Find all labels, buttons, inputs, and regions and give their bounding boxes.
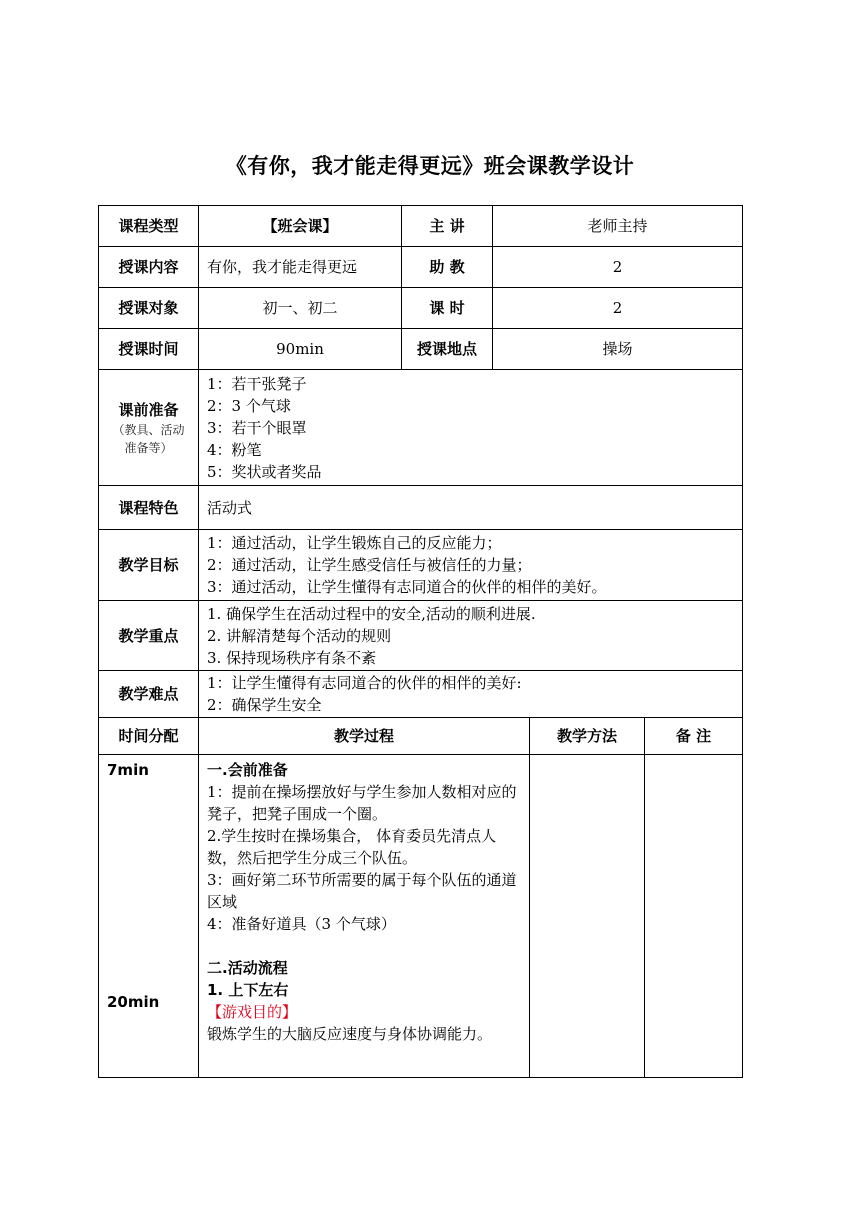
subsection-heading: 1. 上下左右 [207,981,289,999]
header-note: 备 注 [645,718,743,755]
paragraph: 2.学生按时在操场集合， 体育委员先清点人数，然后把学生分成三个队伍。 [207,827,497,867]
table-row [99,247,743,288]
list-item: 3. 保持现场秩序有条不紊 [207,648,377,667]
assistant-label: 助 教 [402,247,493,288]
content-value: 有你，我才能走得更远 [199,247,402,288]
table-row [99,329,743,370]
time-label: 授课时间 [99,329,199,370]
table-row [99,206,743,247]
list-item: 3：通过活动，让学生懂得有志同道合的伙伴的相伴的美好。 [207,578,607,596]
audience-label: 授课对象 [99,288,199,329]
lecturer-label: 主 讲 [402,206,493,247]
list-item: 3：若干个眼罩 [207,418,307,437]
list-item: 2：3 个气球 [207,396,291,415]
prep-sublabel-1: （教具、活动 [112,422,185,437]
paragraph: 1：提前在操场摆放好与学生参加人数相对应的凳子，把凳子围成一个圈。 [207,783,517,823]
section-heading: 一.会前准备 [207,761,288,779]
paragraph: 锻炼学生的大脑反应速度与身体协调能力。 [207,1025,493,1043]
feature-value: 活动式 [199,486,743,530]
prep-label: 课前准备 [118,400,179,419]
list-item: 2：通过活动，让学生感受信任与被信任的力量； [207,556,532,574]
list-item: 4：粉笔 [207,440,262,459]
content-label: 授课内容 [99,247,199,288]
table-row [99,671,743,718]
method-cell [530,755,645,1078]
list-item: 1：让学生懂得有志同道合的伙伴的相伴的美好: [207,674,522,692]
course-type-value: 【班会课】 [199,206,402,247]
hours-value: 2 [493,288,743,329]
difficult-list [199,671,743,718]
paragraph: 4：准备好道具（3 个气球） [207,915,396,933]
section-heading: 二.活动流程 [207,959,288,977]
location-value: 操场 [493,329,743,370]
location-label: 授课地点 [402,329,493,370]
feature-label: 课程特色 [99,486,199,530]
list-item: 1：通过活动，让学生锻炼自己的反应能力； [207,534,502,552]
table-row [99,288,743,329]
spacer [207,935,521,957]
goals-label: 教学目标 [99,530,199,601]
time-value: 90min [199,329,402,370]
table-row [99,530,743,601]
note-cell [645,755,743,1078]
page-title: 《有你，我才能走得更远》班会课教学设计 [225,154,635,178]
prep-label-cell [99,370,199,486]
list-item: 1：若干张凳子 [207,374,307,393]
goal-tag: 【游戏目的】 [207,1003,298,1021]
table-row [99,370,743,486]
lecturer-value: 老师主持 [493,206,743,247]
time-allocation-cell [99,755,199,1078]
process-cell [199,755,530,1078]
hours-label: 课 时 [402,288,493,329]
list-item: 5：奖状或者奖品 [207,462,322,481]
list-item: 2. 讲解清楚每个活动的规则 [207,626,392,645]
goals-list [199,530,743,601]
prep-list [199,370,743,486]
paragraph: 3：画好第二环节所需要的属于每个队伍的通道区域 [207,871,517,911]
lesson-plan-table [98,205,743,1078]
time-7min: 7min [107,761,149,779]
course-type-label: 课程类型 [99,206,199,247]
header-time: 时间分配 [99,718,199,755]
list-item: 1. 确保学生在活动过程中的安全,活动的顺利进展. [207,604,536,623]
audience-value: 初一、初二 [199,288,402,329]
time-20min: 20min [107,993,160,1011]
prep-sublabel-2: 准备等） [124,440,173,455]
table-row [99,601,743,671]
keypoints-label: 教学重点 [99,601,199,671]
table-header-row [99,718,743,755]
list-item: 2：确保学生安全 [207,696,322,714]
keypoints-list [199,601,743,671]
assistant-value: 2 [493,247,743,288]
header-method: 教学方法 [530,718,645,755]
table-row [99,755,743,1078]
table-row [99,486,743,530]
header-process: 教学过程 [199,718,530,755]
difficult-label: 教学难点 [99,671,199,718]
